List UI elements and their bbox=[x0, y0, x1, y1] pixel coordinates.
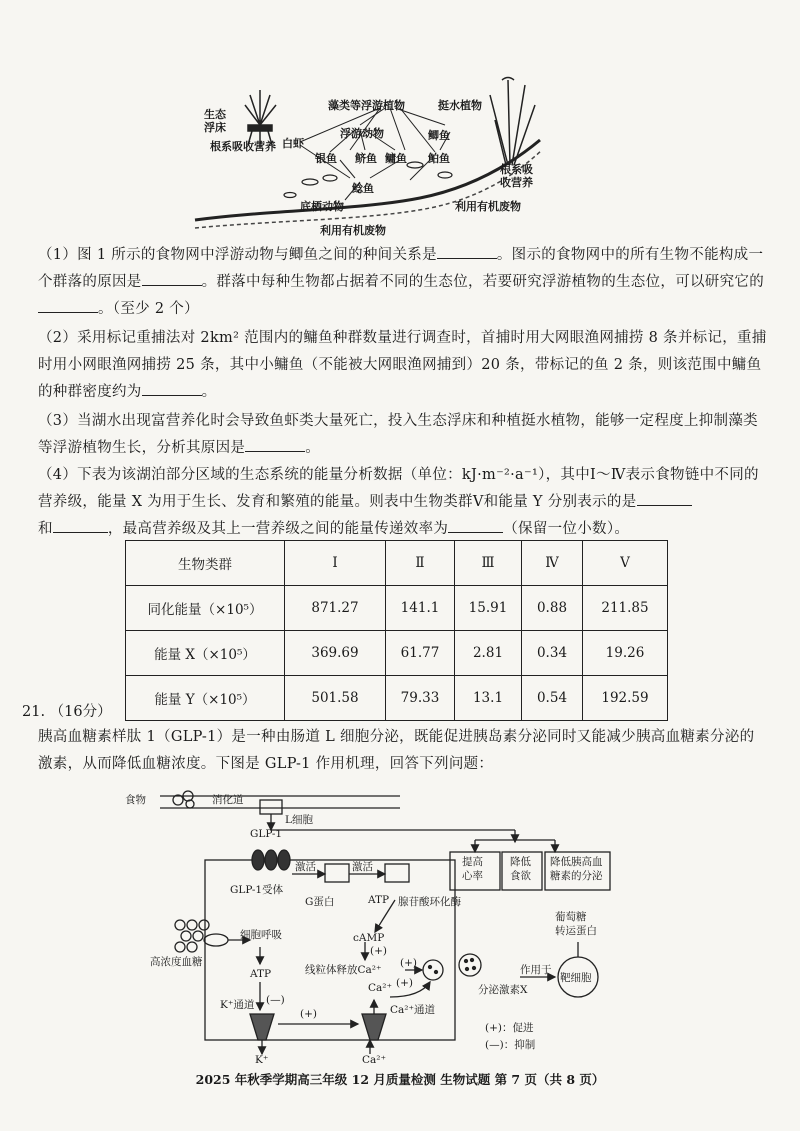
label-target: 靶细胞 bbox=[560, 972, 592, 984]
label-emergent: 挺水植物 bbox=[438, 99, 482, 112]
table-header-cell: Ⅴ bbox=[583, 541, 668, 586]
legend-promote: (+)：促进 bbox=[485, 1022, 534, 1034]
label-atp2: ATP bbox=[250, 968, 272, 980]
label-catfish: 鲶鱼 bbox=[352, 182, 374, 195]
label-activate2: 激活 bbox=[352, 861, 373, 873]
label-plus3: (+) bbox=[396, 977, 413, 989]
q20-part2: （2）采用标记重捕法对 2km² 范围内的鳙鱼种群数量进行调查时，首捕时用大网眼渔网捕捞 8 条并标记，重捕时用小网眼渔网捕捞 25 条，其中小鳙鱼（不能被大网眼渔网捕到）20 条，带标记的鱼 2 条，则该范围中鳙鱼的种群密度约为 。 bbox=[38, 330, 767, 400]
label-carp: 鲫鱼 bbox=[428, 129, 450, 142]
label-receptor: GLP-1受体 bbox=[230, 884, 284, 896]
table-cell: 2.81 bbox=[455, 631, 522, 676]
label-cachan: Ca²⁺通道 bbox=[390, 1004, 436, 1016]
table-cell: 0.88 bbox=[522, 586, 583, 631]
table-row bbox=[126, 631, 668, 676]
emergent-plant-icon bbox=[490, 78, 535, 166]
q21-intro: 胰高血糖素样肽 1（GLP-1）是一种由肠道 L 细胞分泌，既能促进胰岛素分泌同时又能减少胰高血糖素分泌的激素，从而降低血糖浓度。下图是 GLP-1 作用机理，回答下列问题： bbox=[38, 729, 755, 772]
label-gprotein: G蛋白 bbox=[305, 896, 335, 908]
label-eco-bed: 生态 浮床 bbox=[204, 108, 226, 134]
table-header-row bbox=[126, 541, 668, 586]
label-benthic: 底栖动物 bbox=[300, 200, 344, 213]
table-cell: 211.85 bbox=[583, 586, 668, 631]
table-cell: 同化能量（×10⁵） bbox=[126, 586, 285, 631]
answer-blank-8[interactable] bbox=[448, 516, 503, 533]
answer-blank-1[interactable] bbox=[437, 242, 497, 259]
table-header-cell: Ⅰ bbox=[285, 541, 386, 586]
label-lcell: L细胞 bbox=[285, 814, 313, 826]
label-transporter: 葡萄糖 转运蛋白 bbox=[555, 911, 597, 937]
label-glp1: GLP-1 bbox=[250, 828, 283, 840]
table-header-cell: Ⅱ bbox=[386, 541, 455, 586]
answer-blank-7[interactable] bbox=[53, 516, 108, 533]
label-plus2: (+) bbox=[400, 957, 417, 969]
label-gut: 消化道 bbox=[212, 794, 244, 806]
table-cell: 0.54 bbox=[522, 676, 583, 721]
table-cell: 79.33 bbox=[386, 676, 455, 721]
label-anchovy: 鲚鱼 bbox=[355, 152, 377, 165]
label-food: 食物 bbox=[125, 794, 146, 806]
table-header-cell: Ⅳ bbox=[522, 541, 583, 586]
label-bighead: 鳙鱼 bbox=[385, 152, 407, 165]
label-organic-right: 利用有机废物 bbox=[455, 200, 521, 213]
answer-blank-5[interactable] bbox=[245, 435, 305, 452]
energy-table bbox=[125, 540, 668, 721]
answer-blank-6[interactable] bbox=[637, 489, 692, 506]
label-mito: 线粒体释放Ca²⁺ bbox=[305, 964, 382, 976]
label-plus4: (+) bbox=[300, 1008, 317, 1020]
label-atp1: ATP bbox=[368, 894, 390, 906]
label-resp: 细胞呼吸 bbox=[240, 929, 282, 941]
label-ca-in: Ca²⁺ bbox=[368, 982, 393, 994]
q20-part3: （3）当湖水出现富营养化时会导致鱼虾类大量死亡，投入生态浮床和种植挺水植物，能够一定程度上抑制藻类等浮游植物生长，分析其原因是 。 bbox=[38, 413, 758, 456]
table-header-cell: 生物类群 bbox=[126, 541, 285, 586]
table-cell: 15.91 bbox=[455, 586, 522, 631]
table-cell: 61.77 bbox=[386, 631, 455, 676]
table-cell: 369.69 bbox=[285, 631, 386, 676]
answer-blank-4[interactable] bbox=[142, 379, 202, 396]
label-activate1: 激活 bbox=[295, 861, 316, 873]
label-kout: K⁺ bbox=[255, 1054, 269, 1066]
label-actson: 作用于 bbox=[520, 964, 552, 976]
table-cell: 0.34 bbox=[522, 631, 583, 676]
table-cell: 501.58 bbox=[285, 676, 386, 721]
q20-part4: （4）下表为该湖泊部分区域的生态系统的能量分析数据（单位：kJ·m⁻²·a⁻¹），其中Ⅰ～Ⅳ表示食物链中不同的营养级，能量 X 为用于生长、发育和繁殖的能量。则表中生物类群Ⅴ和能量 Y 分别表示的是 和 ，最高营养级及其上一营养级之间的能量传递效率为 （保留一位小数）。 bbox=[38, 467, 759, 537]
label-kchan: K⁺通道 bbox=[220, 999, 255, 1011]
label-silver-carp: 银鱼 bbox=[315, 152, 337, 165]
table-cell: 141.1 bbox=[386, 586, 455, 631]
table-cell: 19.26 bbox=[583, 631, 668, 676]
label-mandarin: 鲌鱼 bbox=[428, 152, 450, 165]
label-glucose: 高浓度血糖 bbox=[150, 956, 203, 968]
label-organic-bottom: 利用有机废物 bbox=[320, 224, 386, 237]
table-cell: 13.1 bbox=[455, 676, 522, 721]
label-root-absorb-right: 根系吸 收营养 bbox=[500, 163, 533, 189]
q20-part1: （1）图 1 所示的食物网中浮游动物与鲫鱼之间的种间关系是 。图示的食物网中的所有生物不能构成一个群落的原因是 。群落中每种生物都占据着不同的生态位，若要研究浮游植物的生态位，可以研究它的。（至少 2 个） bbox=[38, 242, 768, 323]
page-footer: 2025 年秋季学期高三年级 12 月质量检测 生物试题 第 7 页（共 8 页） bbox=[195, 1072, 605, 1087]
food-web-figure bbox=[190, 70, 550, 240]
table-cell: 能量 X（×10⁵） bbox=[126, 631, 285, 676]
label-camp: cAMP bbox=[353, 932, 385, 944]
table-cell: 871.27 bbox=[285, 586, 386, 631]
q21-heading: 21. （16分） bbox=[22, 704, 112, 720]
table-header-cell: Ⅲ bbox=[455, 541, 522, 586]
table-cell: 能量 Y（×10⁵） bbox=[126, 676, 285, 721]
label-zooplankton: 浮游动物 bbox=[340, 127, 384, 140]
table-row bbox=[126, 586, 668, 631]
table-row bbox=[126, 676, 668, 721]
answer-blank-3[interactable] bbox=[38, 296, 98, 313]
label-secrete: 分泌激素X bbox=[478, 984, 528, 996]
label-eff2: 降低 食欲 bbox=[510, 856, 531, 882]
glp1-mechanism-diagram bbox=[100, 782, 740, 1067]
table-cell: 192.59 bbox=[583, 676, 668, 721]
label-root-absorb-left: 根系吸收营养 bbox=[210, 140, 276, 153]
label-minus: (—) bbox=[266, 994, 285, 1006]
label-adenylate: 腺苷酸环化酶 bbox=[398, 896, 461, 908]
label-eff1: 提高 心率 bbox=[462, 856, 483, 882]
label-plus1: (+) bbox=[370, 945, 387, 957]
label-eff3: 降低胰高血 糖素的分泌 bbox=[550, 856, 603, 882]
answer-blank-2[interactable] bbox=[142, 269, 202, 286]
label-caout: Ca²⁺ bbox=[362, 1054, 387, 1066]
glp1-diagram-drawing bbox=[100, 782, 740, 1067]
label-algae: 藻类等浮游植物 bbox=[328, 99, 405, 112]
label-shrimp: 白虾 bbox=[282, 137, 304, 150]
legend-inhibit: (—)：抑制 bbox=[485, 1039, 536, 1051]
